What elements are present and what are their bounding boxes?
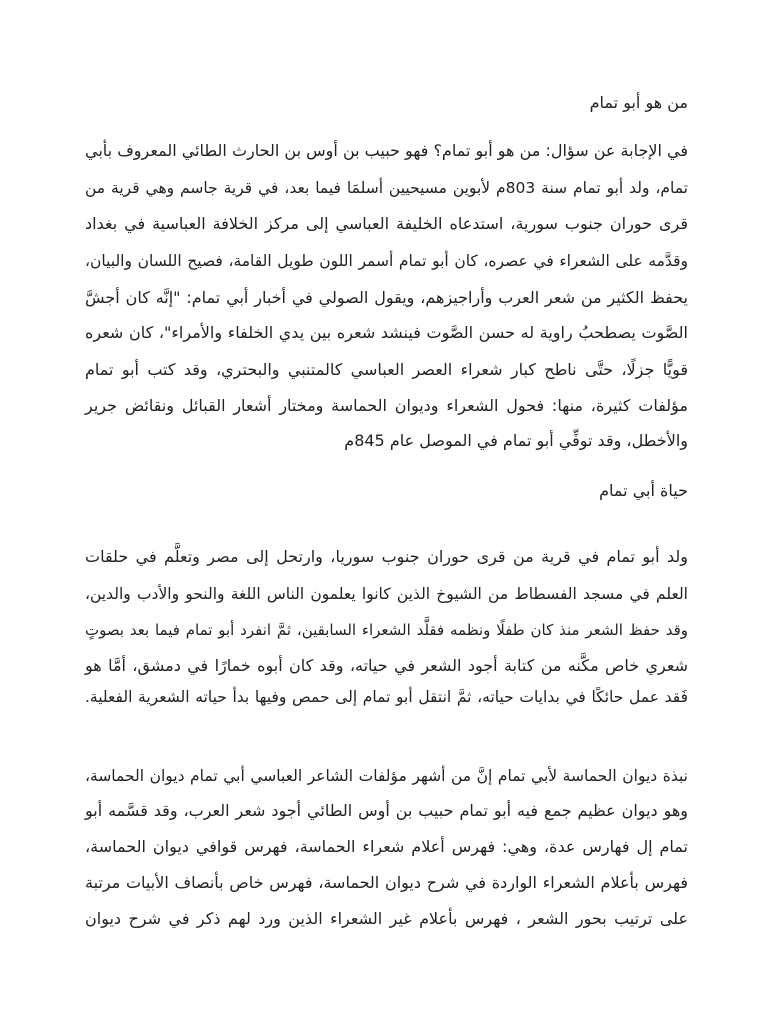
text-line: وقد حفظ الشعر منذ كان طفلًا ونظمه فقلَّد الشعراء السابقين، ثمَّ انفرد أبو تمام فيما بعد بصوتٍ [85,621,688,639]
text-line: شعري خاص مكَّنه من كتابة أجود الشعر في حياته، وقد كان أبوه خمارًا في دمشق، أمَّا هو [85,656,688,675]
text-line: تمام، ولد أبو تمام سنة 803م لأبوين مسيحيين أسلمَا فيما بعد، في قرية جاسم وهي قرية من [85,179,688,197]
text-line: وقدَّمه على الشعراء في عصره، كان أبو تمام أسمر اللون طويل القامة، فصيح اللسان والبيان، [85,252,688,270]
text-line: الصَّوت يصطحبُ راوية له حسن الصَّوت فينشد شعره بين يدي الخلفاء والأمراء"، كان شعره [85,323,688,342]
text-line: والأخطل، وقد توفِّي أبو تمام في الموصل عام 845م [344,431,688,450]
text-line: ولد أبو تمام في قرية من قرى حوران جنوب سوريا، وارتحل إلى مصر وتعلَّم في حلقات [85,547,688,566]
text-line: قرى حوران جنوب سورية، استدعاه الخليفة العباسي إلى مركز الخلافة العباسية في بغداد [85,214,688,233]
text-line: فَقد عمل حائكًا في بدايات حياته، ثمَّ انتقل أبو تمام إلى حمص وفيها بدأ حياته الشعرية الفعلية. [85,688,688,706]
text-line: يحفظ الكثير من شعر العرب وأراجيزهم، ويقول الصولي في أخبار أبي تمام: "إنَّه كان أجشَّ [85,288,688,307]
text-line: تمام إل فهارس عدة، وهي: فهرس أعلام شعراء الحماسة، فهرس قوافي ديوان الحماسة، [85,837,688,856]
text-line: فهرس بأعلام الشعراء الواردة في شرح ديوان الحماسة، فهرس خاص بأنصاف الأبيات مرتبة [85,873,688,892]
text-line: العلم في مسجد الفسطاط من الشيوخ الذين كانوا يعلمون الناس اللغة والنحو والأدب والدين، [85,585,688,603]
section-heading: حياة أبي تمام [599,481,688,500]
text-line: على ترتيب بحور الشعر ، فهرس بأعلام غير الشعراء الذين ورد لهم ذكر في شرح ديوان [85,909,688,928]
text-line: مؤلفات كثيرة، منها: فحول الشعراء وديوان الحماسة ومختار أشعار القبائل ونقائض جرير [85,396,688,415]
text-line: في الإجابة عن سؤال: من هو أبو تمام؟ فهو حبيب بن أوس بن الحارث الطائي المعروف بأبي [85,141,688,160]
text-line: قويًّا جزلًا، حتَّى ناطح كبار شعراء العصر العباسي كالمتنبي والبحتري، وقد كتب أبو تمام [85,360,688,379]
text-line: وهو ديوان عظيم جمع فيه أبو تمام حبيب بن أوس الطائي أجود شعر العرب، وقد قسَّمه أبو [85,801,688,820]
section-heading: من هو أبو تمام [589,93,688,112]
text-line: نبذة ديوان الحماسة لأبي تمام إنَّ من أشهر مؤلفات الشاعر العباسي أبي تمام ديوان الحماسة، [85,767,688,785]
